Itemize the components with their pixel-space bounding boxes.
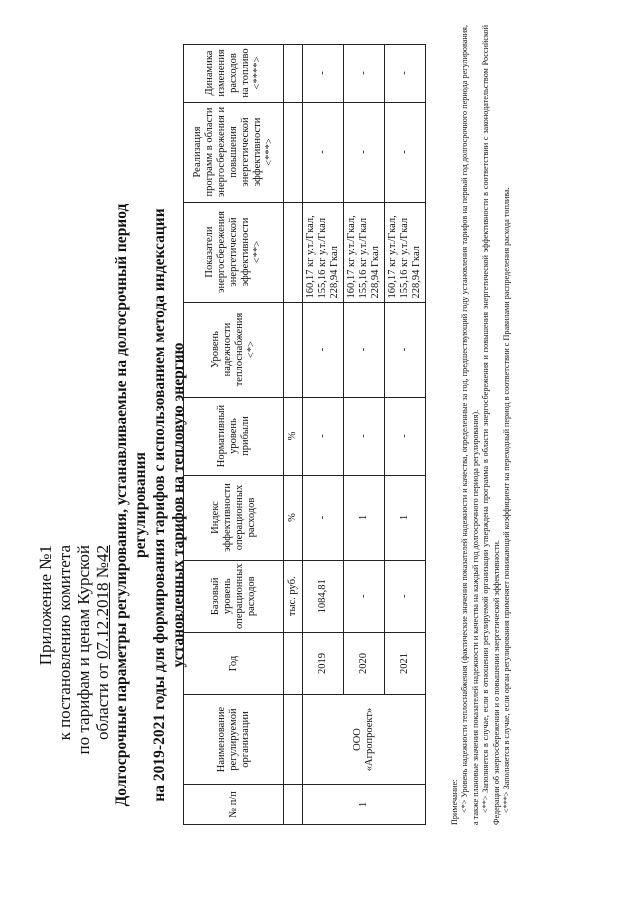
cell-index: 1 (344, 475, 385, 560)
cell-reliability: - (303, 302, 344, 397)
units-profit: % (284, 397, 303, 475)
header-year: Год (184, 633, 284, 695)
document-title (112, 195, 188, 815)
header-profit-level: Нормативный уровень прибыли (184, 397, 284, 475)
units-cell (284, 44, 303, 102)
units-cell (284, 102, 303, 202)
cell-base: 1084,81 (303, 560, 344, 632)
cell-fuel: - (344, 44, 385, 102)
table-units-row (284, 44, 303, 824)
cell-year: 2020 (344, 633, 385, 695)
table-row (303, 44, 344, 824)
note-item: <***> Заполняется в случае, если орган регулирования применяет понижающий коэффициент на переходный период в соответствии с Правилами распределения расхода топлива. (502, 187, 512, 813)
header-org: Наименование регулируемой организации (184, 695, 284, 785)
cell-energy: 160,17 кг у.т./Гкал, 155,16 кг у.т./Гкал 228,94 Гкал (344, 202, 385, 302)
cell-programs: - (344, 102, 385, 202)
appendix-title: Приложение №1 (36, 545, 55, 666)
cell-year: 2019 (303, 633, 344, 695)
title-line: установленных тарифов на тепловую энергию (170, 342, 187, 668)
cell-profit: - (303, 397, 344, 475)
title-line: Долгосрочные параметры регулирования, устанавливаемые на долгосрочный период регулирования (113, 203, 149, 807)
title-line: на 2019-2021 годы для формирования тарифов с использованием метода индексации (151, 208, 168, 802)
appendix-date-line (93, 545, 112, 845)
cell-base: - (344, 560, 385, 632)
header-reliability: Уровень надежности теплоснабжения <*> (184, 302, 284, 397)
org-name: ООО «Агропроект» (303, 695, 426, 785)
notes-block (450, 25, 512, 825)
note-item: <*> Уровень надежности теплоснабжения (фактические значения показателей надежности и качества, определенные за год, предшествующий году установления тарифов на первый год долгосрочного периода регулирования, а также плановые значения показателей надежности и качества на каждый год долгосрочного периода регулирования). (460, 25, 480, 825)
appendix-number: 42 (93, 545, 112, 562)
cell-reliability: - (385, 302, 426, 397)
cell-energy: 160,17 кг у.т./Гкал, 155,16 кг у.т./Гкал 228,94 Гкал (385, 202, 426, 302)
cell-base: - (385, 560, 426, 632)
parameters-table (183, 44, 426, 825)
units-cell (284, 695, 303, 785)
notes-heading: Примечание: (450, 779, 459, 825)
cell-programs: - (303, 102, 344, 202)
appendix-date-prefix: области от (93, 658, 112, 741)
cell-index: 1 (385, 475, 426, 560)
cell-profit: - (385, 397, 426, 475)
cell-year: 2021 (385, 633, 426, 695)
note-item: <**> Заполняется в случае, если в отношении регулируемой организации утверждена программа в области энергосбережения и повышения энергетической эффективности в соответствии с законодательством Российской Федерации об энергосбережении и о повышении энергетической эффективности. (481, 25, 501, 825)
header-programs: Реализация программ в области энергосбережения и повышения энергетической эффективности <***> (184, 102, 284, 202)
cell-fuel: - (385, 44, 426, 102)
header-fuel-dynamics: Динамика изменения расходов на топливо <****> (184, 44, 284, 102)
cell-profit: - (344, 397, 385, 475)
header-efficiency-index: Индекс эффективности операционных расходов (184, 475, 284, 560)
appendix-block (36, 545, 112, 845)
appendix-num-prefix: № (93, 562, 112, 583)
units-cell (284, 633, 303, 695)
units-index: % (284, 475, 303, 560)
header-base-opex: Базовый уровень операционных расходов (184, 560, 284, 632)
appendix-date: 07.12.2018 (93, 582, 112, 659)
cell-programs: - (385, 102, 426, 202)
appendix-line: по тарифам и ценам Курской (74, 545, 93, 755)
appendix-line: к постановлению комитета (55, 545, 74, 741)
org-number: 1 (303, 785, 426, 825)
units-cell (284, 302, 303, 397)
cell-reliability: - (344, 302, 385, 397)
cell-energy: 160,17 кг у.т./Гкал, 155,16 кг у.т./Гкал 228,94 Гкал (303, 202, 344, 302)
units-cell (284, 785, 303, 825)
units-cell (284, 202, 303, 302)
header-energy-saving: Показатели энергосбережения энергетической эффективности <**> (184, 202, 284, 302)
units-base: тыс. руб. (284, 560, 303, 632)
table-header-row (184, 44, 284, 824)
cell-index: - (303, 475, 344, 560)
cell-fuel: - (303, 44, 344, 102)
header-num: № п/п (184, 785, 284, 825)
